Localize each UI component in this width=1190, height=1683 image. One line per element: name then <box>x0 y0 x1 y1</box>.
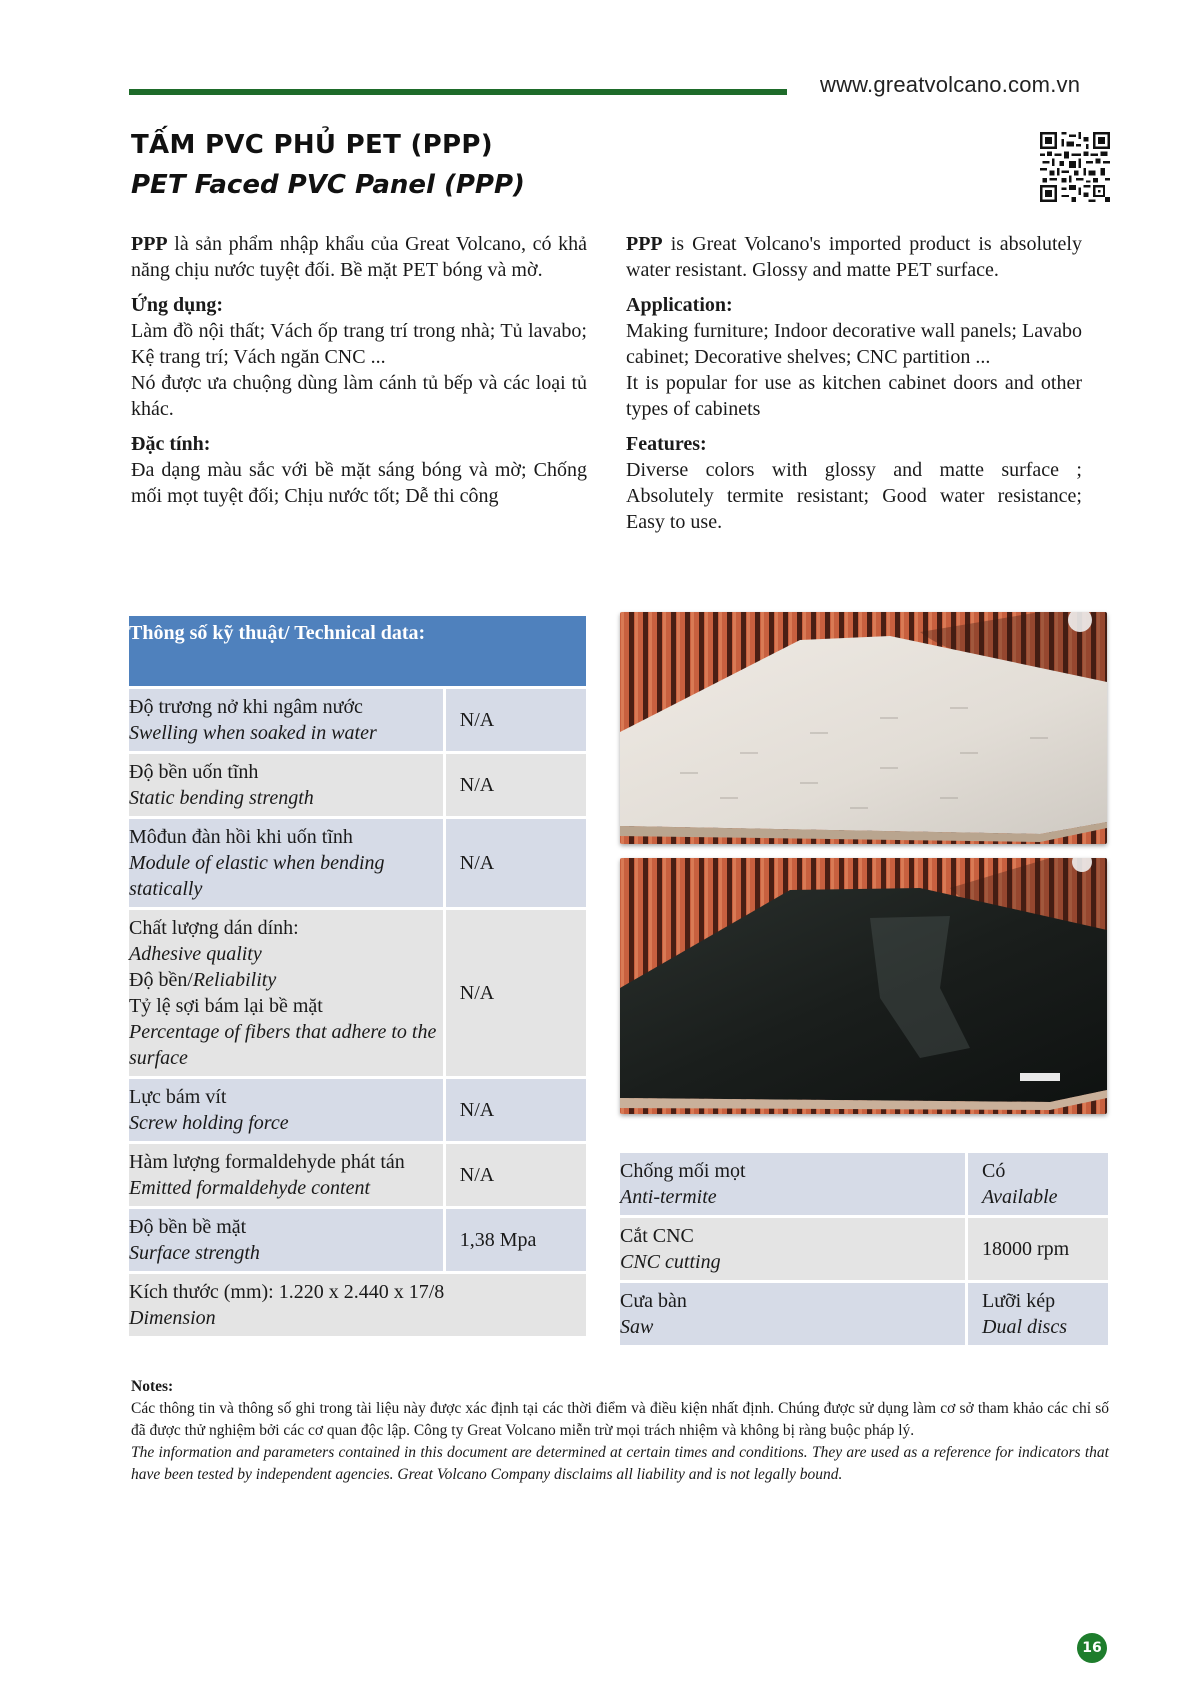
features-en: Diverse colors with glossy and matte surface ; Absolutely termite resistant; Good water resistance; Easy to use. <box>626 459 1082 533</box>
feature-label-vi: Cưa bàn <box>620 1290 687 1312</box>
features-vi: Đa dạng màu sắc với bề mặt sáng bóng và mờ; Chống mối mọt tuyệt đối; Chịu nước tốt; Dễ thi công <box>131 459 587 507</box>
feature-label-vi: Cắt CNC <box>620 1225 694 1247</box>
features-table <box>620 1150 1108 1348</box>
row-label-en: Swelling when soaked in water <box>129 722 377 744</box>
row-value: N/A <box>443 819 586 907</box>
application-2-en: It is popular for use as kitchen cabinet doors and other types of cabinets <box>626 372 1082 420</box>
brand-en: PPP <box>626 233 663 255</box>
row-label-vi: Độ bền bề mặt <box>129 1216 247 1238</box>
notes-text-vi: Các thông tin và thông số ghi trong tài liệu này được xác định tại các thời điểm và điều kiện nhất định. Chúng được sử dụng làm cơ sở tham khảo các chỉ số đã được thử nghiệm bởi các cơ quan độc lập. Công ty Great Volcano miễn trừ mọi trách nhiệm và không bị ràng buộc pháp lý. <box>131 1400 1109 1439</box>
row-value: N/A <box>443 1144 586 1206</box>
row-label-vi: Chất lượng dán dính: <box>129 917 299 939</box>
row-label-en: Adhesive quality <box>129 943 262 965</box>
notes-text-en: The information and parameters contained in this document are determined at certain times and conditions. They are used as a reference for indicators that have been tested by independent agencies. Great Volcano Company disclaims all liability and is not legally bound. <box>131 1444 1109 1483</box>
row-label-vi-3: Tỷ lệ sợi bám lại bề mặt <box>129 995 323 1017</box>
row-label-vi: Lực bám vít <box>129 1086 227 1108</box>
page-number-badge: 16 <box>1077 1633 1107 1663</box>
features-head-vi: Đặc tính: <box>131 433 211 455</box>
feature-value-vi: Lưỡi kép <box>982 1290 1056 1312</box>
table-row <box>129 689 586 751</box>
table-row <box>129 1274 586 1336</box>
intro-en <box>626 231 1082 535</box>
row-value: N/A <box>443 689 586 751</box>
table-row <box>129 1079 586 1141</box>
page-title-vi: TẤM PVC PHỦ PET (PPP) <box>131 130 493 160</box>
table-row <box>129 1144 586 1206</box>
product-photo-white-panel <box>620 612 1107 844</box>
product-photo-black-panel <box>620 858 1107 1114</box>
features-head-en: Features: <box>626 433 707 455</box>
row-value: 1,38 Mpa <box>443 1209 586 1271</box>
row-value: N/A <box>443 910 586 1076</box>
table-row <box>620 1218 1108 1280</box>
feature-label-en: Anti-termite <box>620 1186 717 1208</box>
application-1-en: Making furniture; Indoor decorative wall panels; Lavabo cabinet; Decorative shelves; CNC partition ... <box>626 320 1082 368</box>
dimension-label-en: Dimension <box>129 1307 216 1329</box>
qr-code-icon[interactable] <box>1040 132 1110 202</box>
row-label-en: Surface strength <box>129 1242 260 1264</box>
table-row <box>620 1283 1108 1345</box>
application-head-en: Application: <box>626 294 733 316</box>
application-1-vi: Làm đồ nội thất; Vách ốp trang trí trong nhà; Tủ lavabo; Kệ trang trí; Vách ngăn CNC ... <box>131 320 587 368</box>
intro-text-vi: là sản phẩm nhập khẩu của Great Volcano, có khả năng chịu nước tuyệt đối. Bề mặt PET bóng và mờ. <box>131 233 587 281</box>
row-label-vi: Môđun đàn hồi khi uốn tĩnh <box>129 826 353 848</box>
notes-section <box>131 1376 1109 1486</box>
feature-value-en: Available <box>982 1186 1058 1208</box>
brand-vi: PPP <box>131 233 168 255</box>
technical-data-heading: Thông số kỹ thuật/ Technical data: <box>129 616 586 686</box>
table-row <box>129 754 586 816</box>
application-head-vi: Ứng dụng: <box>131 294 224 316</box>
feature-label-vi: Chống mối mọt <box>620 1160 746 1182</box>
row-label-en: Screw holding force <box>129 1112 289 1134</box>
table-row <box>129 910 586 1076</box>
notes-heading: Notes: <box>131 1378 174 1395</box>
row-value: N/A <box>443 1079 586 1141</box>
feature-value-vi: Có <box>982 1160 1006 1182</box>
dimension-label-vi: Kích thước (mm): 1.220 x 2.440 x 17/8 <box>129 1281 445 1303</box>
row-label-en: Static bending strength <box>129 787 314 809</box>
row-label-vi: Độ trương nở khi ngâm nước <box>129 696 363 718</box>
intro-vi <box>131 231 587 509</box>
feature-label-en: CNC cutting <box>620 1251 721 1273</box>
row-label-vi-2: Độ bền/ <box>129 969 193 991</box>
feature-value-en: Dual discs <box>982 1316 1067 1338</box>
row-value: N/A <box>443 754 586 816</box>
row-label-en-2: Reliability <box>192 969 277 991</box>
row-label-en: Module of elastic when bending statically <box>129 852 385 900</box>
header-rule <box>129 89 787 95</box>
website-link[interactable]: www.greatvolcano.com.vn <box>820 72 1081 97</box>
feature-label-en: Saw <box>620 1316 654 1338</box>
row-label-vi: Độ bền uốn tĩnh <box>129 761 259 783</box>
row-label-en: Emitted formaldehyde content <box>129 1177 371 1199</box>
page-title-en: PET Faced PVC Panel (PPP) <box>131 170 525 200</box>
table-row <box>620 1153 1108 1215</box>
intro-text-en: is Great Volcano's imported product is absolutely water resistant. Glossy and matte PET surface. <box>626 233 1082 281</box>
row-label-en-3: Percentage of fibers that adhere to the surface <box>129 1021 437 1069</box>
table-row <box>129 819 586 907</box>
technical-data-table <box>129 616 586 1339</box>
application-2-vi: Nó được ưa chuộng dùng làm cánh tủ bếp và các loại tủ khác. <box>131 372 587 420</box>
table-row <box>129 1209 586 1271</box>
row-label-vi: Hàm lượng formaldehyde phát tán <box>129 1151 405 1173</box>
feature-value-vi: 18000 rpm <box>982 1238 1070 1260</box>
